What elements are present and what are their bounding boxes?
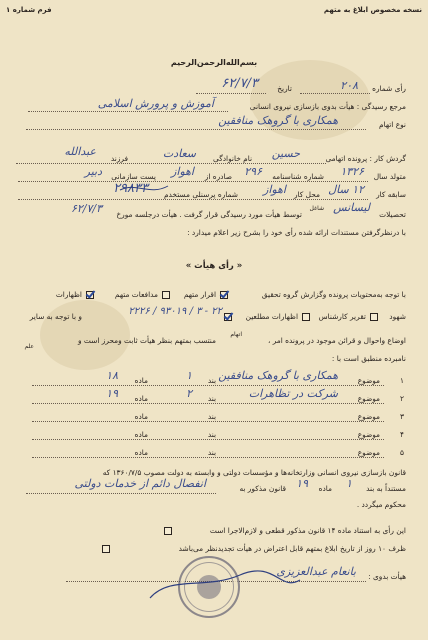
law-penalty: انفصال دائم از خدمات دولتی: [74, 477, 206, 490]
bismillah: بسم‌الله‌الرحمن‌الرحیم: [170, 58, 258, 67]
summary-label: گردش کار : پرونده اتهامی: [325, 154, 406, 163]
item-subject-label: موضوع: [357, 376, 380, 385]
item-band-label: بند: [207, 394, 216, 403]
board-label: هیأت بدوی :: [368, 572, 406, 581]
service-value: ۱۲ سال: [328, 183, 364, 196]
item-article: ۱۸: [106, 369, 118, 382]
personnel-label: شماره پرسنلی مستخدم: [163, 190, 238, 199]
ruling-line-3: اوضاع واحوال و قرائن موجود در پرونده امر ،: [267, 336, 406, 345]
item-band-label: بند: [207, 412, 216, 421]
item-article-label: ماده: [134, 376, 148, 385]
final-text: این رأی به استناد ماده ۱۴ قانون مذکور قطعی و لازم‌الاجرا است: [209, 526, 406, 535]
ruling-line-1: با توجه به‌محتویات پرونده وگزارش گروه تحقیق: [261, 290, 406, 299]
service-label: سابقه کار: [376, 190, 406, 199]
id-label: شماره شناسنامه: [272, 172, 324, 181]
form-number: فرم شماره ۱: [6, 6, 52, 14]
appeal-text: ظرف ۱۰ روز از تاریخ ابلاغ بمتهم قابل اعتراض در هیأت تجدیدنظر می‌باشد: [178, 544, 406, 553]
date-label: تاریخ: [277, 84, 292, 93]
item-band-label: بند: [207, 448, 216, 457]
item-article-label: ماده: [134, 430, 148, 439]
witnesses-label: شهود: [389, 312, 406, 321]
law-band: ۱: [346, 477, 352, 490]
charge-attached: اتهام: [230, 331, 242, 338]
item-article-label: ماده: [134, 394, 148, 403]
education-label: تحصیلات: [379, 210, 406, 219]
ruling-heading: « رأی هیأت »: [185, 261, 243, 271]
item-subject-label: موضوع: [357, 412, 380, 421]
date-value: ۶۲/۷/۳: [221, 76, 258, 91]
item-number: ۲: [400, 394, 404, 403]
reference-value: آموزش و پرورش اسلامی: [97, 97, 214, 110]
charge-value: همکاری با گروهک منافقین: [218, 114, 338, 127]
item-band-label: بند: [207, 430, 216, 439]
education-value: لیسانس: [333, 201, 370, 214]
issued-label: صادره از: [204, 172, 232, 181]
personnel-value: ۲۹۸۳۳: [113, 181, 148, 196]
law-text-1: قانون بازسازی نیروی انسانی وزارتخانه‌ها و مؤسسات دولتی و وابسته به دولت مصوب ۱۳۶۰/۷/۵ که: [102, 468, 406, 477]
ruling-number-value: ۲۰۸: [340, 79, 358, 92]
accused-family-name: سعادت: [162, 147, 196, 160]
item-article: ۱۹: [106, 387, 118, 400]
workplace-label: محل کار: [293, 190, 320, 199]
copy-note: نسخه مخصوص ابلاغ به متهم: [323, 6, 422, 14]
reference-label: مرجع رسیدگی : هیأت بدوی بازسازی نیروی انسانی: [249, 102, 406, 111]
law-text-3: محکوم میگردد .: [356, 500, 406, 509]
father-name: عبدالله: [64, 145, 96, 158]
item-number: ۵: [400, 448, 404, 457]
item-subject-label: موضوع: [357, 430, 380, 439]
item-article-label: ماده: [134, 448, 148, 457]
father-label: فرزند: [110, 154, 128, 163]
ruling-line-3c: علم: [24, 343, 34, 350]
item-band: ۲: [186, 387, 192, 400]
handwritten-reference: ۲۲ - ۳ / ۹۳۰۱۹ / ۲۲۲۶: [128, 306, 222, 317]
law-text-2: مستنداً به بند: [366, 484, 406, 493]
item-subject: شرکت در تظاهرات: [248, 387, 338, 400]
ruling-number-label: رأی شماره: [372, 84, 406, 93]
item-number: ۴: [400, 430, 404, 439]
item-subject-label: موضوع: [357, 394, 380, 403]
session-date: ۶۲/۷/۳: [70, 202, 102, 215]
post-value: دبیر: [84, 165, 102, 178]
accused-first-name: حسین: [271, 147, 300, 160]
issued-value: اهواز: [171, 165, 194, 178]
law-text-2c: قانون مذکور به: [239, 484, 286, 493]
item-band-label: بند: [207, 376, 216, 385]
birth-label: متولد سال: [373, 172, 406, 181]
item-subject: همکاری با گروهک منافقین: [218, 369, 338, 382]
item-number: ۱: [400, 376, 404, 385]
employed-label: شاغل: [309, 205, 324, 212]
item-band: ۱: [186, 369, 192, 382]
informants-label: اظهارات مطلعین: [245, 312, 298, 321]
post-label: پست سازمانی: [111, 172, 156, 181]
signature-stroke: [150, 571, 300, 598]
ruling-line-3b: منتسب بمتهم بنظر هیأت ثابت ومحرز است و: [77, 336, 216, 345]
expert-report-label: تقریر کارشناس: [318, 312, 366, 321]
ruling-line-4: نامبرده منطبق است با :: [331, 354, 406, 363]
ruling-line-2-end: و با توجه به سایر: [29, 312, 82, 321]
id-value: ۲۹۶: [244, 165, 262, 178]
item-article-label: ماده: [134, 412, 148, 421]
item-subject-label: موضوع: [357, 448, 380, 457]
signature-stroke: [120, 186, 168, 190]
board-signature: بانعام عبدالعزیزی: [276, 565, 356, 578]
law-text-2b: ماده: [318, 484, 332, 493]
birth-value: ۱۳۲۶: [340, 165, 364, 178]
confession-label: اقرار متهم: [183, 290, 216, 299]
consideration-text: با درنظرگرفتن مستندات ارائه شده رأی خود را بشرح زیر اعلام میدارد :: [187, 228, 406, 237]
family-name-label: نام خانوادگی: [213, 154, 252, 163]
charge-label: نوع اتهام: [379, 120, 406, 129]
item-number: ۳: [400, 412, 404, 421]
law-article: ۱۹: [296, 477, 308, 490]
witness-label: اظهارات: [55, 290, 82, 299]
session-text: توسط هیأت مورد رسیدگی قرار گرفت . هیأت درجلسه مورخ: [116, 210, 302, 219]
workplace-value: اهواز: [263, 183, 286, 196]
defense-label: مدافعات متهم: [114, 290, 158, 299]
